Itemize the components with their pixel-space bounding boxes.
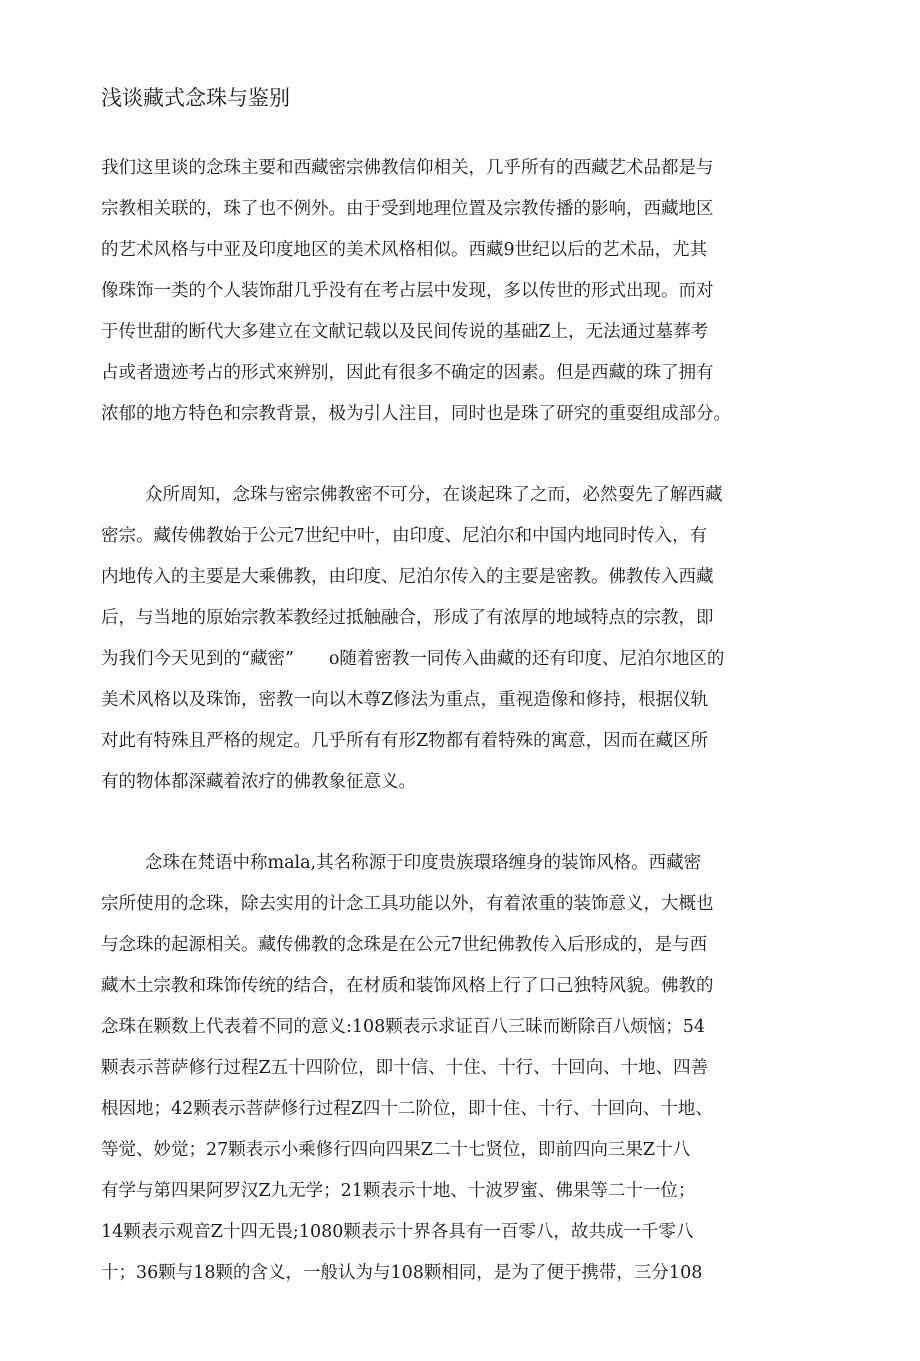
text-line: 后，与当地的原始宗教苯教经过抵触融合，形成了有浓厚的地域特点的宗教，即 bbox=[101, 608, 714, 628]
text-line: 宗所使用的念珠，除去实用的计念工具功能以外，有着浓重的装饰意义，大概也 bbox=[101, 894, 714, 914]
text-line: 美术风格以及珠饰，密教一向以木尊Z修法为重点，重视造像和修持，根据仪轨 bbox=[101, 690, 709, 710]
text-line: 于传世甜的断代大多建立在文献记载以及民间传说的基础Z上，无法通过墓葬考 bbox=[101, 322, 709, 342]
text-line: 等觉、妙觉；27颗表示小乘修行四向四果Z二十七贤位，即前四向三果Z十八 bbox=[101, 1140, 691, 1160]
text-line: 念珠在颗数上代表着不同的意义:108颗表示求证百八三昧而断除百八烦恼；54 bbox=[101, 1017, 706, 1037]
text-line: 根因地；42颗表示菩萨修行过程Z四十二阶位，即十住、十行、十回向、十地、 bbox=[101, 1099, 713, 1119]
text-line: 内地传入的主要是大乘佛教，由印度、尼泊尔传入的主要是密教。佛教传入西藏 bbox=[101, 567, 714, 587]
text-line: 宗教相关联的，珠了也不例外。由于受到地理位置及宗教传播的影响，西藏地区 bbox=[101, 199, 714, 219]
text-line: 与念珠的起源相关。藏传佛教的念珠是在公元7世纪佛教传入后形成的，是与西 bbox=[101, 935, 708, 955]
text-line: 像珠饰一类的个人装饰甜几乎没有在考占层中发现，多以传世的形式出现。而对 bbox=[101, 281, 714, 301]
paragraph-3 bbox=[101, 843, 714, 1294]
text-line: 密宗。藏传佛教始于公元7世纪中叶，由印度、尼泊尔和中国内地同时传入，有 bbox=[101, 526, 708, 546]
text-line: 众所周知，念珠与密宗佛教密不可分，在谈起珠了之而，必然耍先了解西藏 bbox=[145, 485, 723, 505]
text-line: 我们这里谈的念珠主要和西藏密宗佛教信仰相关，几乎所有的西藏艺术品都是与 bbox=[101, 158, 714, 178]
text-line: 十；36颗与18颗的含义，一般认为与108颗相同，是为了便于携带，三分108 bbox=[101, 1263, 703, 1283]
text-line: 有学与第四果阿罗汉Z九无学；21颗表示十地、十波罗蜜、佛果等二十一位； bbox=[101, 1181, 696, 1201]
document-title: 浅谈藏式念珠与鉴别 bbox=[101, 86, 290, 110]
text-line: 藏木土宗教和珠饰传统的结合，在材质和装饰风格上行了口己独特风貌。佛教的 bbox=[101, 976, 714, 996]
text-line: 的艺术风格与中亚及印度地区的美术风格相似。西藏9世纪以后的艺术品，尤其 bbox=[101, 240, 708, 260]
paragraph-2 bbox=[101, 475, 724, 803]
text-line: 念珠在梵语中称mala,其名称源于印度贵族環珞缠身的装饰风格。西藏密 bbox=[145, 853, 702, 873]
paragraph-1 bbox=[101, 148, 731, 435]
text-line: 为我们今天见到的“藏密” o随着密教一同传入曲藏的还有印度、尼泊尔地区的 bbox=[101, 649, 725, 669]
text-line: 有的物体都深藏着浓疗的佛教象征意义。 bbox=[101, 772, 416, 792]
text-line: 对此有特殊且严格的规定。几乎所有有形Z物都有着特殊的寓意，因而在藏区所 bbox=[101, 731, 709, 751]
text-line: 浓郁的地方特色和宗教背景，极为引人注目，同时也是珠了研究的重耍组成部分。 bbox=[101, 404, 731, 424]
text-line: 14颗表示观音Z十四无畏;1080颗表示十界各具有一百零八，故共成一千零八 bbox=[101, 1222, 694, 1242]
text-line: 占或者遗迹考占的形式來辨别，因此有很多不确定的因素。但是西藏的珠了拥有 bbox=[101, 363, 714, 383]
text-line: 颗表示菩萨修行过程Z五十四阶位，即十信、十住、十行、十回向、十地、四善 bbox=[101, 1058, 709, 1078]
